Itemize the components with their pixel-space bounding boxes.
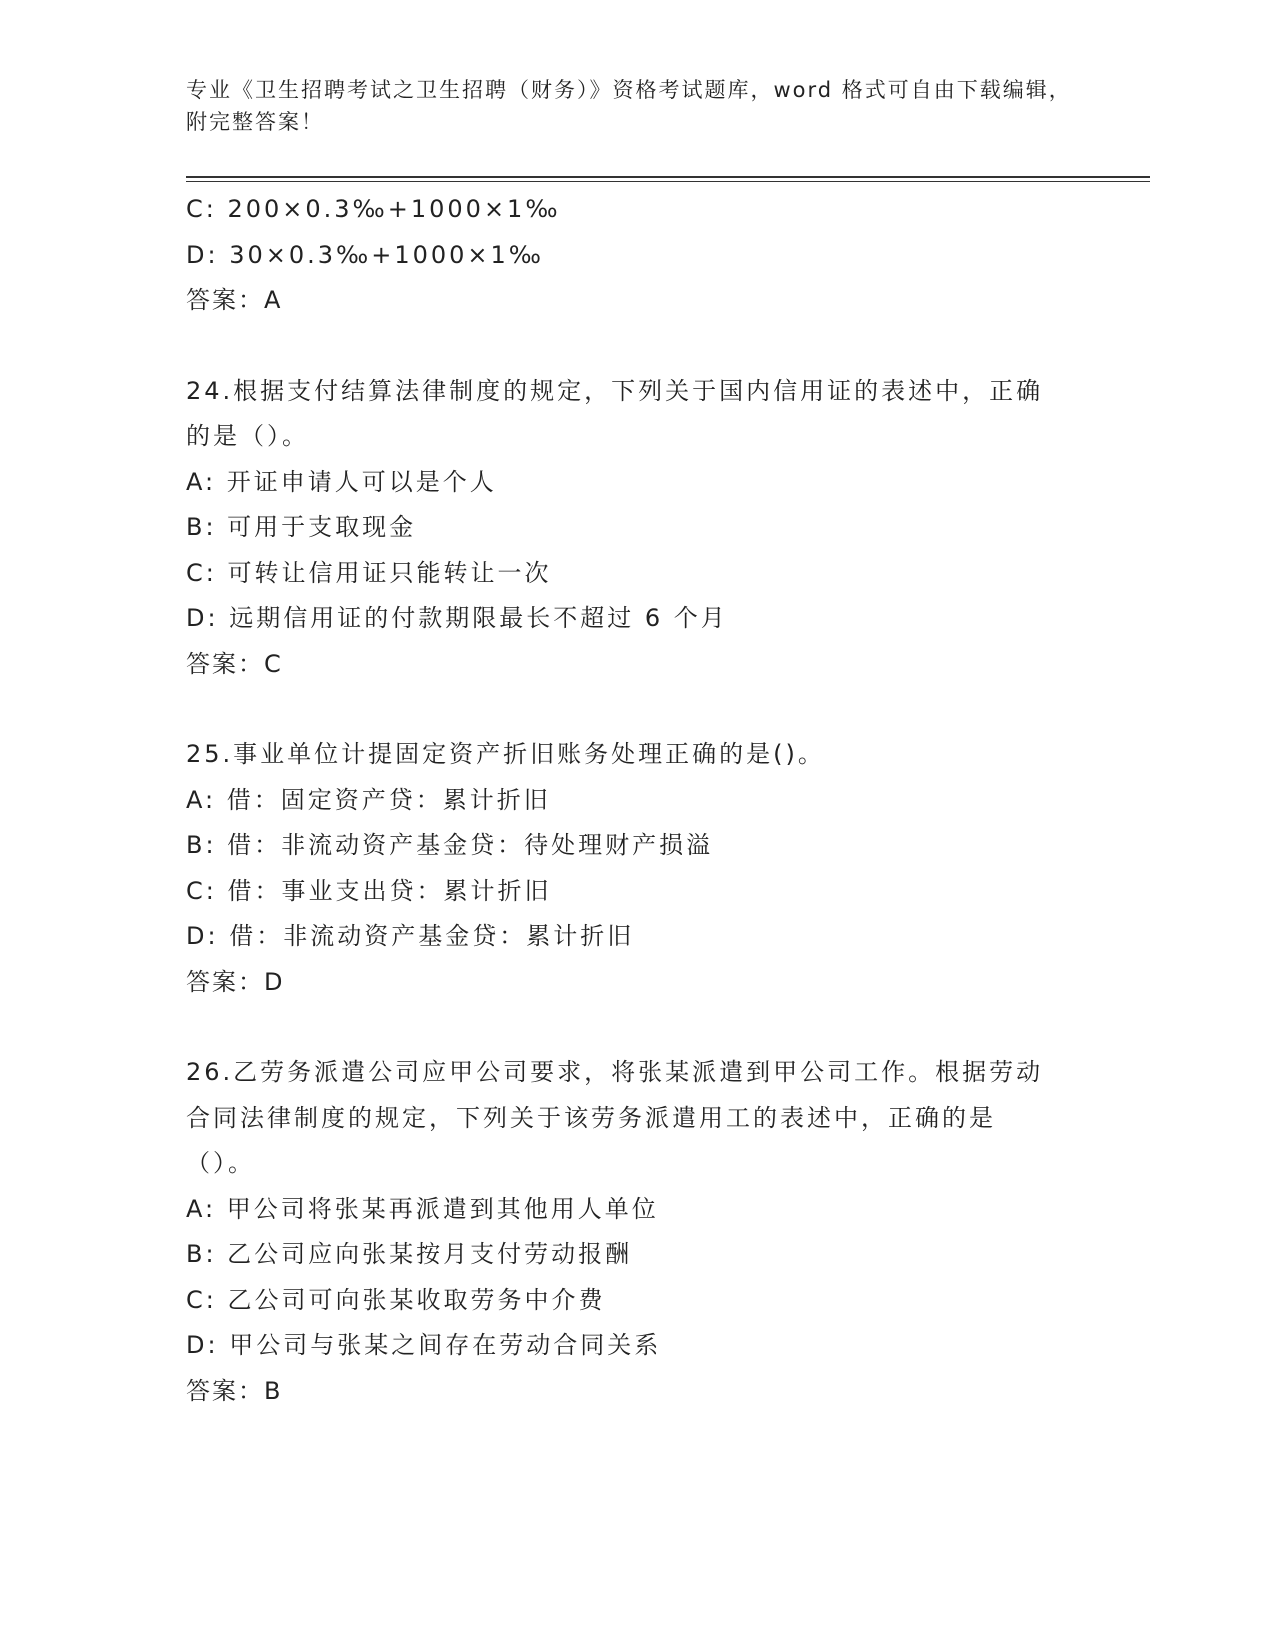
document-header: 专业《卫生招聘考试之卫生招聘（财务）》资格考试题库，word 格式可自由下载编辑，附完整答案！ — [186, 78, 1072, 134]
question-stem: 26.乙劳务派遣公司应甲公司要求，将张某派遣到甲公司工作。根据劳动合同法律制度的规定，下列关于该劳务派遣用工的表述中，正确的是（）。 — [186, 1058, 1044, 1177]
option-a: A: 甲公司将张某再派遣到其他用人单位 — [186, 1194, 659, 1223]
answer-line: 答案：D — [186, 967, 285, 996]
option-d: D: 甲公司与张某之间存在劳动合同关系 — [186, 1331, 662, 1359]
option-c: C: 200×0.3‰+1000×1‰ — [186, 195, 561, 223]
option-d: D: 借：非流动资产基金贷：累计折旧 — [186, 922, 635, 950]
answer-line: 答案：B — [186, 1376, 283, 1405]
option-c: C: 可转让信用证只能转让一次 — [186, 558, 552, 587]
answer-line: 答案：C — [186, 649, 283, 678]
question-23-continuation — [186, 187, 1086, 324]
answer-line: 答案：A — [186, 286, 283, 314]
header-divider-thick — [186, 176, 1150, 178]
option-b: B: 可用于支取现金 — [186, 513, 417, 541]
option-b: B: 借：非流动资产基金贷：待处理财产损溢 — [186, 831, 714, 859]
option-c: C: 乙公司可向张某收取劳务中介费 — [186, 1285, 606, 1314]
question-26 — [186, 1050, 1086, 1414]
option-d: D: 远期信用证的付款期限最长不超过 6 个月 — [186, 604, 728, 632]
question-stem: 24.根据支付结算法律制度的规定，下列关于国内信用证的表述中，正确的是（）。 — [186, 376, 1044, 450]
option-c: C: 借：事业支出贷：累计折旧 — [186, 876, 552, 905]
option-b: B: 乙公司应向张某按月支付劳动报酬 — [186, 1240, 633, 1268]
question-24 — [186, 369, 1086, 688]
option-d: D: 30×0.3‰+1000×1‰ — [186, 240, 544, 269]
option-a: A: 开证申请人可以是个人 — [186, 467, 497, 496]
question-stem: 25.事业单位计提固定资产折旧账务处理正确的是()。 — [186, 740, 825, 768]
header-divider-thin — [186, 181, 1150, 182]
option-a: A: 借：固定资产贷：累计折旧 — [186, 785, 551, 814]
question-25 — [186, 732, 1086, 1005]
question-list — [186, 187, 1086, 1414]
